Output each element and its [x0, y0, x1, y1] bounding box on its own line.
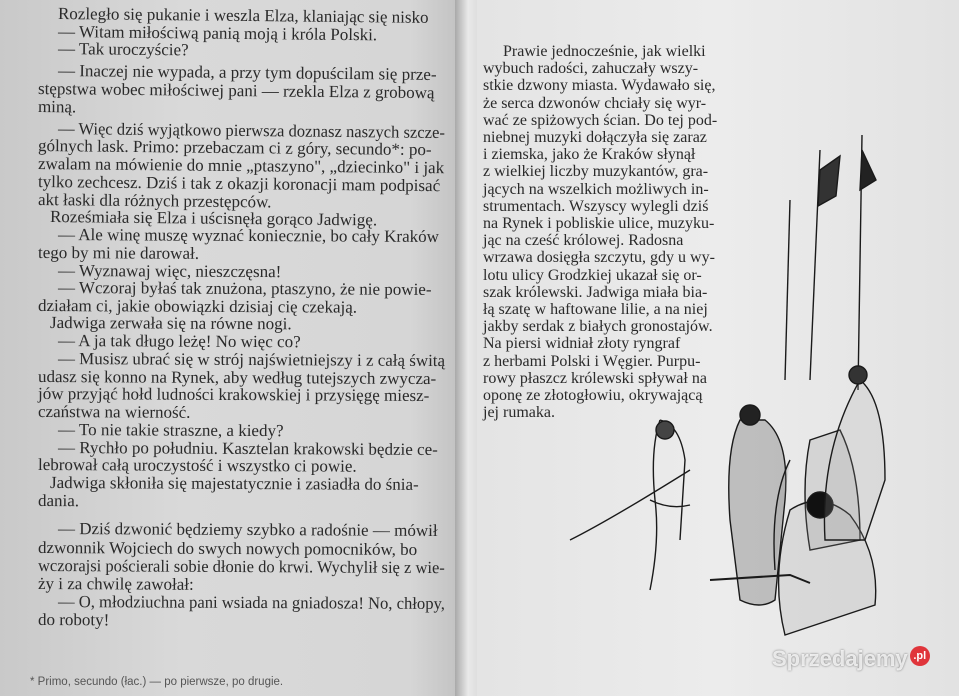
text-line: stępstwa wobec miłościwej pani — rzekla Elza z grobową: [37, 79, 435, 103]
text-line: — Tak uroczyście?: [57, 39, 189, 60]
text-line: zwalam na mówienie do mnie „ptaszyno", „dziecinko" i jak: [37, 154, 445, 178]
text-line: dzwonnik Wojciech do swych nowych pomocników, bo: [37, 538, 418, 559]
text-line: jąc na cześć królowej. Radosna: [483, 232, 684, 250]
text-line: — Dziś dzwonić będziemy szybko a radośnie — mówił: [57, 519, 438, 540]
text-line: — Wczoraj byłaś tak znużona, ptaszyno, że nie powie-: [57, 278, 432, 299]
text-line: i ziemska, jako że Kraków słynął: [483, 146, 696, 164]
text-line: łą szatę w haftowane lilie, a na niej: [483, 301, 708, 318]
text-line: stkie dzwony miasta. Wydawało się,: [483, 77, 716, 95]
watermark-text: Sprzedajemy: [772, 646, 908, 671]
text-line: Roześmiała się Elza i uścisnęła gorąco Jadwigę.: [49, 207, 378, 230]
text-line: ży i za chwilę zawołał:: [37, 574, 194, 594]
text-line: gólnych lask. Primo: przebaczam ci z góry, secundo*: po-: [37, 136, 432, 160]
text-line: — O, młodziuchna pani wsiada na gniadosza! No, chłopy,: [57, 592, 445, 614]
text-line: Jadwiga skłoniła się majestatycznie i zasiadła do śnia-: [49, 473, 419, 494]
text-line: jących na wszelkich możliwych in-: [483, 180, 709, 198]
text-line: szak królewski. Jadwiga miała bia-: [483, 283, 708, 301]
banners: [785, 135, 876, 390]
text-line: — Witam miłościwą panią moją i króla Polski.: [57, 22, 378, 45]
text-line: lotu ulicy Grodzkiej ukazał się or-: [483, 266, 702, 284]
text-line: Jadwiga zerwała się na równe nogi.: [49, 313, 292, 334]
text-line: — Inaczej nie wypada, a przy tym dopuścilam się prze-: [57, 61, 437, 84]
text-line: oponę ze złotogłowiu, okrywającą: [483, 387, 703, 404]
text-line: na Rynek i pobliskie ulice, muzyku-: [483, 215, 715, 232]
text-line: miną.: [37, 97, 77, 117]
text-line: działam ci, jakie obowiązki dzisiaj cię czekają.: [37, 296, 358, 317]
text-line: wrzawa dosięgła szczytu, gdy u wy-: [483, 249, 715, 267]
watermark: [772, 646, 930, 672]
text-line: — Rychło po południu. Kasztelan krakowski będzie ce-: [57, 438, 438, 459]
text-line: — Wyznawaj więc, nieszczęsna!: [57, 261, 282, 282]
text-line: — Więc dziś wyjątkowo pierwsza doznasz naszych szcze-: [57, 119, 446, 143]
text-line: z wielkiej liczby muzykantów, gra-: [483, 163, 709, 181]
text-line: tylko zechcesz. Dziś i tak z okazji koronacji mam podpisać: [37, 172, 441, 196]
footnote: * Primo, secundo (łac.) — po pierwsze, po drugie.: [30, 676, 284, 688]
text-line: z herbami Polski i Węgier. Purpu-: [483, 352, 701, 370]
text-line: rowy płaszcz królewski spływał na: [483, 369, 707, 387]
text-line: — To nie takie straszne, a kiedy?: [57, 420, 284, 441]
text-line: niebnej muzyki dołączyła się zaraz: [483, 129, 707, 146]
text-line: wybuch radości, zahuczały wszy-: [483, 60, 699, 78]
text-line: dania.: [37, 491, 80, 511]
watermark-badge: .pl: [910, 646, 930, 666]
text-line: udasz się konno na Rynek, aby według tutejszych zwycza-: [37, 367, 437, 389]
text-line: jów przyjąć hołd ludności krakowskiej i przysięgę miesz-: [37, 384, 430, 406]
text-line: do roboty!: [37, 610, 110, 630]
text-line: strumentach. Wszyscy wylegli dziś: [483, 197, 709, 215]
figures: [570, 366, 885, 635]
text-line: Prawie jednocześnie, jak wielki: [503, 43, 706, 60]
text-line: Rozległo się pukanie i weszla Elza, klaniając się nisko: [57, 4, 429, 27]
text-line: wać ze spiżowych ścian. Do tej pod-: [483, 111, 718, 129]
left-page: [0, 0, 455, 696]
text-line: jej rumaka.: [483, 404, 555, 422]
text-line: że serca dzwonów chciały się wyr-: [483, 94, 707, 112]
text-line: — Ale winę muszę wyznać koniecznie, bo cały Kraków: [57, 225, 440, 246]
text-line: — A ja tak długo leżę! No więc co?: [57, 331, 301, 352]
right-page: [477, 0, 959, 696]
text-line: — Musisz ubrać się w strój najświetniejszy i z całą świtą: [57, 349, 446, 371]
text-line: lebrował całą uroczystość i wszystko ci powie.: [37, 455, 357, 476]
text-line: akt łaski dla różnych przestępców.: [37, 190, 272, 212]
text-line: jakby serdak z białych gronostajów.: [483, 318, 713, 336]
text-line: wczorajsi pościerali sobie dłonie do krwi. Wychylił się z wie-: [37, 556, 445, 578]
text-line: tego by mi nie darował.: [37, 243, 200, 263]
text-line: czaństwa na wierność.: [37, 402, 191, 422]
text-line: Na piersi widniał złoty ryngraf: [483, 335, 681, 353]
book-gutter: [455, 0, 477, 696]
